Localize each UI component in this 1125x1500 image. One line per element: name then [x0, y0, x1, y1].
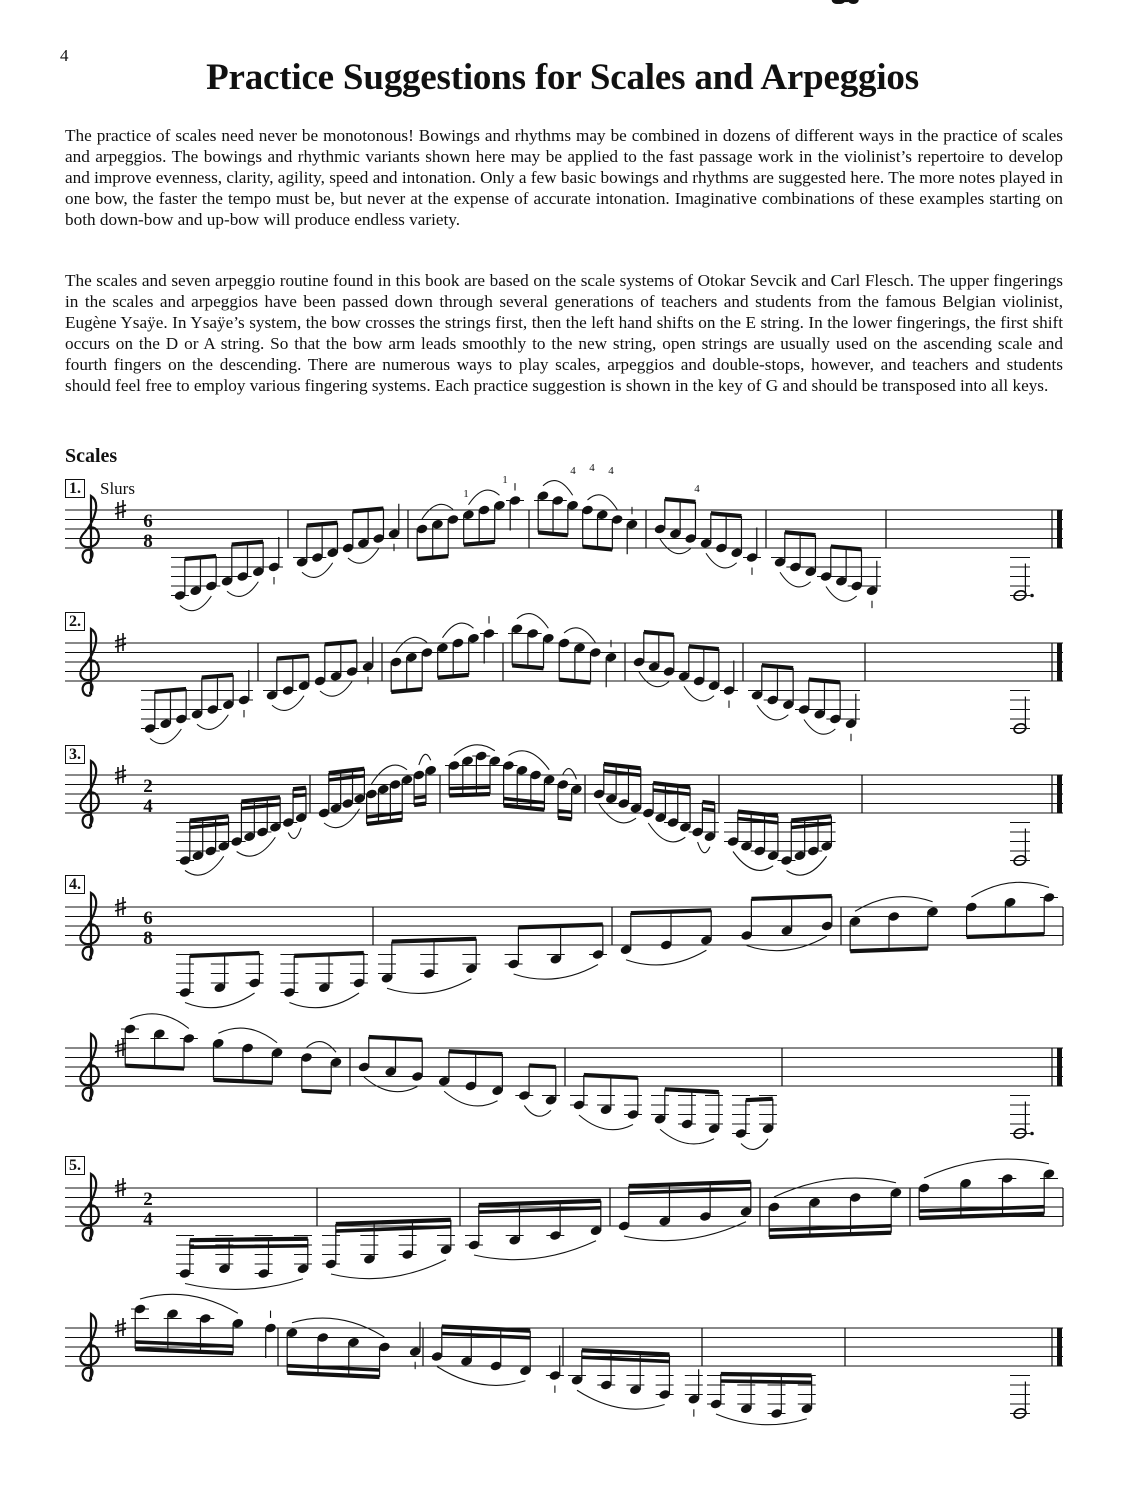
beam: [329, 776, 365, 780]
slur: [524, 1106, 551, 1117]
beam: [438, 675, 469, 678]
final-barline: [1057, 775, 1062, 813]
beam: [190, 1239, 308, 1240]
slur: [387, 979, 471, 994]
slur: [698, 842, 710, 853]
slur: [563, 769, 577, 780]
beam: [809, 680, 840, 683]
slur: [218, 1028, 277, 1043]
beam: [293, 795, 306, 796]
beam: [582, 1350, 670, 1354]
beam: [529, 1066, 556, 1067]
beam: [307, 523, 338, 526]
beam: [665, 499, 696, 502]
slur: [227, 582, 258, 597]
beam: [702, 809, 714, 810]
slur: [364, 1077, 417, 1092]
slur: [419, 754, 431, 765]
slur: [624, 1222, 746, 1241]
slur: [320, 682, 352, 697]
beam: [711, 513, 742, 516]
slur: [469, 490, 500, 505]
time-signature-top: 2: [143, 776, 153, 797]
slur: [971, 882, 1049, 897]
time-signature-top: 6: [143, 511, 153, 532]
fingering-number: 1: [502, 474, 508, 486]
slur: [197, 715, 228, 730]
beam: [479, 1208, 601, 1212]
notehead: [848, 0, 859, 4]
beam: [190, 1246, 308, 1247]
slur: [564, 628, 595, 643]
beam: [850, 948, 928, 951]
beam: [329, 769, 365, 773]
example-number-3: 3.: [65, 745, 85, 764]
beam: [367, 820, 403, 824]
final-barline: [1057, 1048, 1062, 1086]
final-barline: [1057, 510, 1062, 548]
beam: [785, 532, 816, 535]
slur: [660, 539, 691, 554]
fingering-number: 4: [608, 465, 614, 477]
slur: [826, 587, 857, 602]
slur: [454, 745, 495, 756]
page-number: 4: [60, 46, 69, 65]
beam: [293, 788, 306, 789]
beam: [155, 689, 186, 692]
staff-5: [65, 1014, 1063, 1150]
slur: [924, 1159, 1049, 1178]
beam: [391, 689, 422, 692]
beam: [392, 939, 476, 942]
slur: [804, 720, 835, 735]
slur: [660, 1129, 714, 1144]
beam: [791, 823, 831, 827]
beam: [518, 925, 602, 928]
beam: [449, 787, 490, 788]
slur: [855, 897, 933, 912]
slur: [272, 696, 304, 711]
beam: [213, 1080, 272, 1083]
slur: [733, 852, 773, 871]
beam: [479, 1201, 601, 1205]
beam: [185, 556, 216, 559]
beam: [190, 816, 229, 820]
slur: [185, 993, 255, 1008]
example-number-4: 4.: [65, 875, 85, 894]
beam: [762, 665, 793, 668]
beam: [241, 797, 280, 801]
beam: [287, 1373, 379, 1377]
final-barline: [1057, 643, 1062, 681]
beam: [190, 823, 229, 827]
beam: [583, 547, 613, 550]
slur: [786, 856, 826, 875]
slur: [514, 965, 598, 980]
beam: [504, 805, 545, 809]
beam: [702, 802, 714, 803]
dot: [1030, 594, 1034, 598]
beam: [336, 1220, 451, 1224]
example-number-2: 2.: [65, 612, 85, 631]
beam: [721, 1374, 812, 1375]
beam: [559, 680, 590, 683]
slur: [648, 823, 685, 842]
staff-3: [65, 0, 1063, 875]
time-signature-bottom: 8: [143, 531, 153, 552]
slur: [237, 837, 276, 856]
fingering-number: 1: [463, 488, 469, 500]
slur: [422, 504, 453, 519]
beam: [653, 783, 690, 787]
time-signature-bottom: 8: [143, 928, 153, 949]
beam: [353, 509, 384, 512]
slur: [517, 614, 548, 629]
beam: [414, 797, 426, 798]
time-signature-bottom: 4: [143, 796, 153, 817]
example-title-1: Slurs: [100, 479, 135, 498]
system-paragraph: The scales and seven arpeggio routine found in this book are based on the scale systems of Otokar Sevcik and Carl Flesch. The upper fingerings in the scales and arpeggios have been passed down through several generations of teachers and students from the famous Belgian violinist, Eugène Ysaÿe. In Ysaÿe’s system, the bow crosses the strings first, then the left hand shifts on the E string. In the lower fingerings, the first shift occurs on the D or A string. So that the bow arm leads smoothly to the new string, open strings are usually used on the ascending scale and fourth fingers on the descending. There are numerous ways to play scales, arpeggios and double-stops, however, and teachers and students should feel free to employ various fingering systems. Each practice suggestion is shown in the key of G and should be transposed into all keys.: [65, 271, 1063, 395]
staff-2: [65, 614, 1063, 744]
slur: [185, 1279, 303, 1290]
slur: [180, 596, 211, 611]
dot: [1030, 1132, 1034, 1136]
slur: [780, 572, 811, 587]
slur: [331, 1260, 446, 1279]
fingering-number: 4: [694, 483, 700, 495]
beam: [584, 1075, 638, 1078]
slur: [307, 1042, 336, 1053]
beam: [241, 804, 280, 808]
beam: [504, 798, 545, 802]
time-signature-top: 2: [143, 1189, 153, 1210]
beam: [665, 1089, 719, 1092]
beam: [769, 1233, 891, 1237]
beam: [135, 1342, 233, 1346]
beam: [202, 675, 233, 678]
slur: [508, 751, 549, 770]
slur: [747, 936, 827, 951]
beam: [336, 1227, 451, 1231]
slur: [150, 729, 181, 744]
beam: [791, 816, 831, 820]
slur: [741, 1139, 768, 1150]
example-number-1: 1.: [65, 479, 85, 498]
slur: [626, 950, 706, 965]
beam: [538, 532, 568, 535]
beam: [190, 953, 260, 956]
staff-4: [65, 882, 1063, 1007]
slur: [437, 1367, 525, 1386]
beam: [464, 542, 495, 545]
fingering-number: 4: [570, 465, 576, 477]
slur: [140, 1294, 238, 1313]
beam: [746, 1099, 773, 1100]
slur: [474, 1241, 596, 1260]
beam: [232, 542, 263, 545]
beam: [449, 1051, 502, 1054]
beam: [689, 646, 719, 649]
beam: [644, 632, 674, 635]
slur: [185, 856, 224, 875]
example-number-5: 5.: [65, 1156, 85, 1175]
staff-1: [65, 481, 1063, 611]
beam: [369, 1037, 422, 1040]
intro-paragraph: The practice of scales need never be monotonous! Bowings and rhythms may be combined in dozens of different ways in the practice of scales and arpeggios. The bowings and rhythmic variants shown here may be applied to the fast passage work in the violinist’s repertoire to develop and improve evenness, clarity, agility, speed and intonation. Only a few basic bowings and rhythms are suggested here. The more notes played in one bow, the faster the tempo must be, but never at the expense of accurate intonation. Imaginative combinations of these examples starting on both down-bow and up-bow will produce endless variety.: [65, 126, 1063, 229]
beam: [512, 665, 543, 668]
beam: [325, 642, 357, 645]
beam: [967, 934, 1045, 937]
beam: [751, 896, 831, 899]
time-signature-bottom: 4: [143, 1209, 153, 1230]
beam: [919, 1214, 1044, 1218]
beam: [414, 804, 426, 805]
section-heading: Scales: [65, 445, 118, 467]
beam: [558, 818, 572, 819]
slur: [443, 623, 474, 638]
beam: [125, 1066, 184, 1069]
beam: [721, 1381, 812, 1382]
slur: [288, 828, 301, 839]
beam: [738, 812, 778, 816]
beam: [631, 910, 711, 913]
beam: [277, 656, 309, 659]
slur: [289, 993, 359, 1008]
beam: [449, 794, 490, 795]
final-barline: [1057, 1328, 1062, 1366]
slur: [716, 1414, 807, 1425]
beam: [135, 1349, 233, 1353]
beam: [582, 1357, 670, 1361]
beam: [604, 764, 641, 768]
slur: [302, 563, 333, 578]
slur: [348, 549, 379, 564]
page-title: Practice Suggestions for Scales and Arpeggios: [206, 57, 919, 98]
slur: [706, 553, 737, 568]
slur: [396, 637, 427, 652]
beam: [302, 1091, 331, 1092]
slur: [130, 1014, 189, 1029]
beam: [442, 1327, 530, 1331]
fingering-number: 4: [589, 462, 595, 474]
staff-6: [65, 1159, 1063, 1289]
time-signature-top: 6: [143, 908, 153, 929]
slur: [579, 1115, 633, 1130]
slur: [577, 1390, 665, 1409]
slur: [444, 1091, 497, 1106]
beam: [629, 1182, 751, 1186]
beam: [831, 547, 862, 550]
beam: [558, 811, 572, 812]
beam: [629, 1189, 751, 1193]
beam: [294, 953, 364, 956]
beam: [417, 556, 448, 559]
slur: [757, 705, 788, 720]
